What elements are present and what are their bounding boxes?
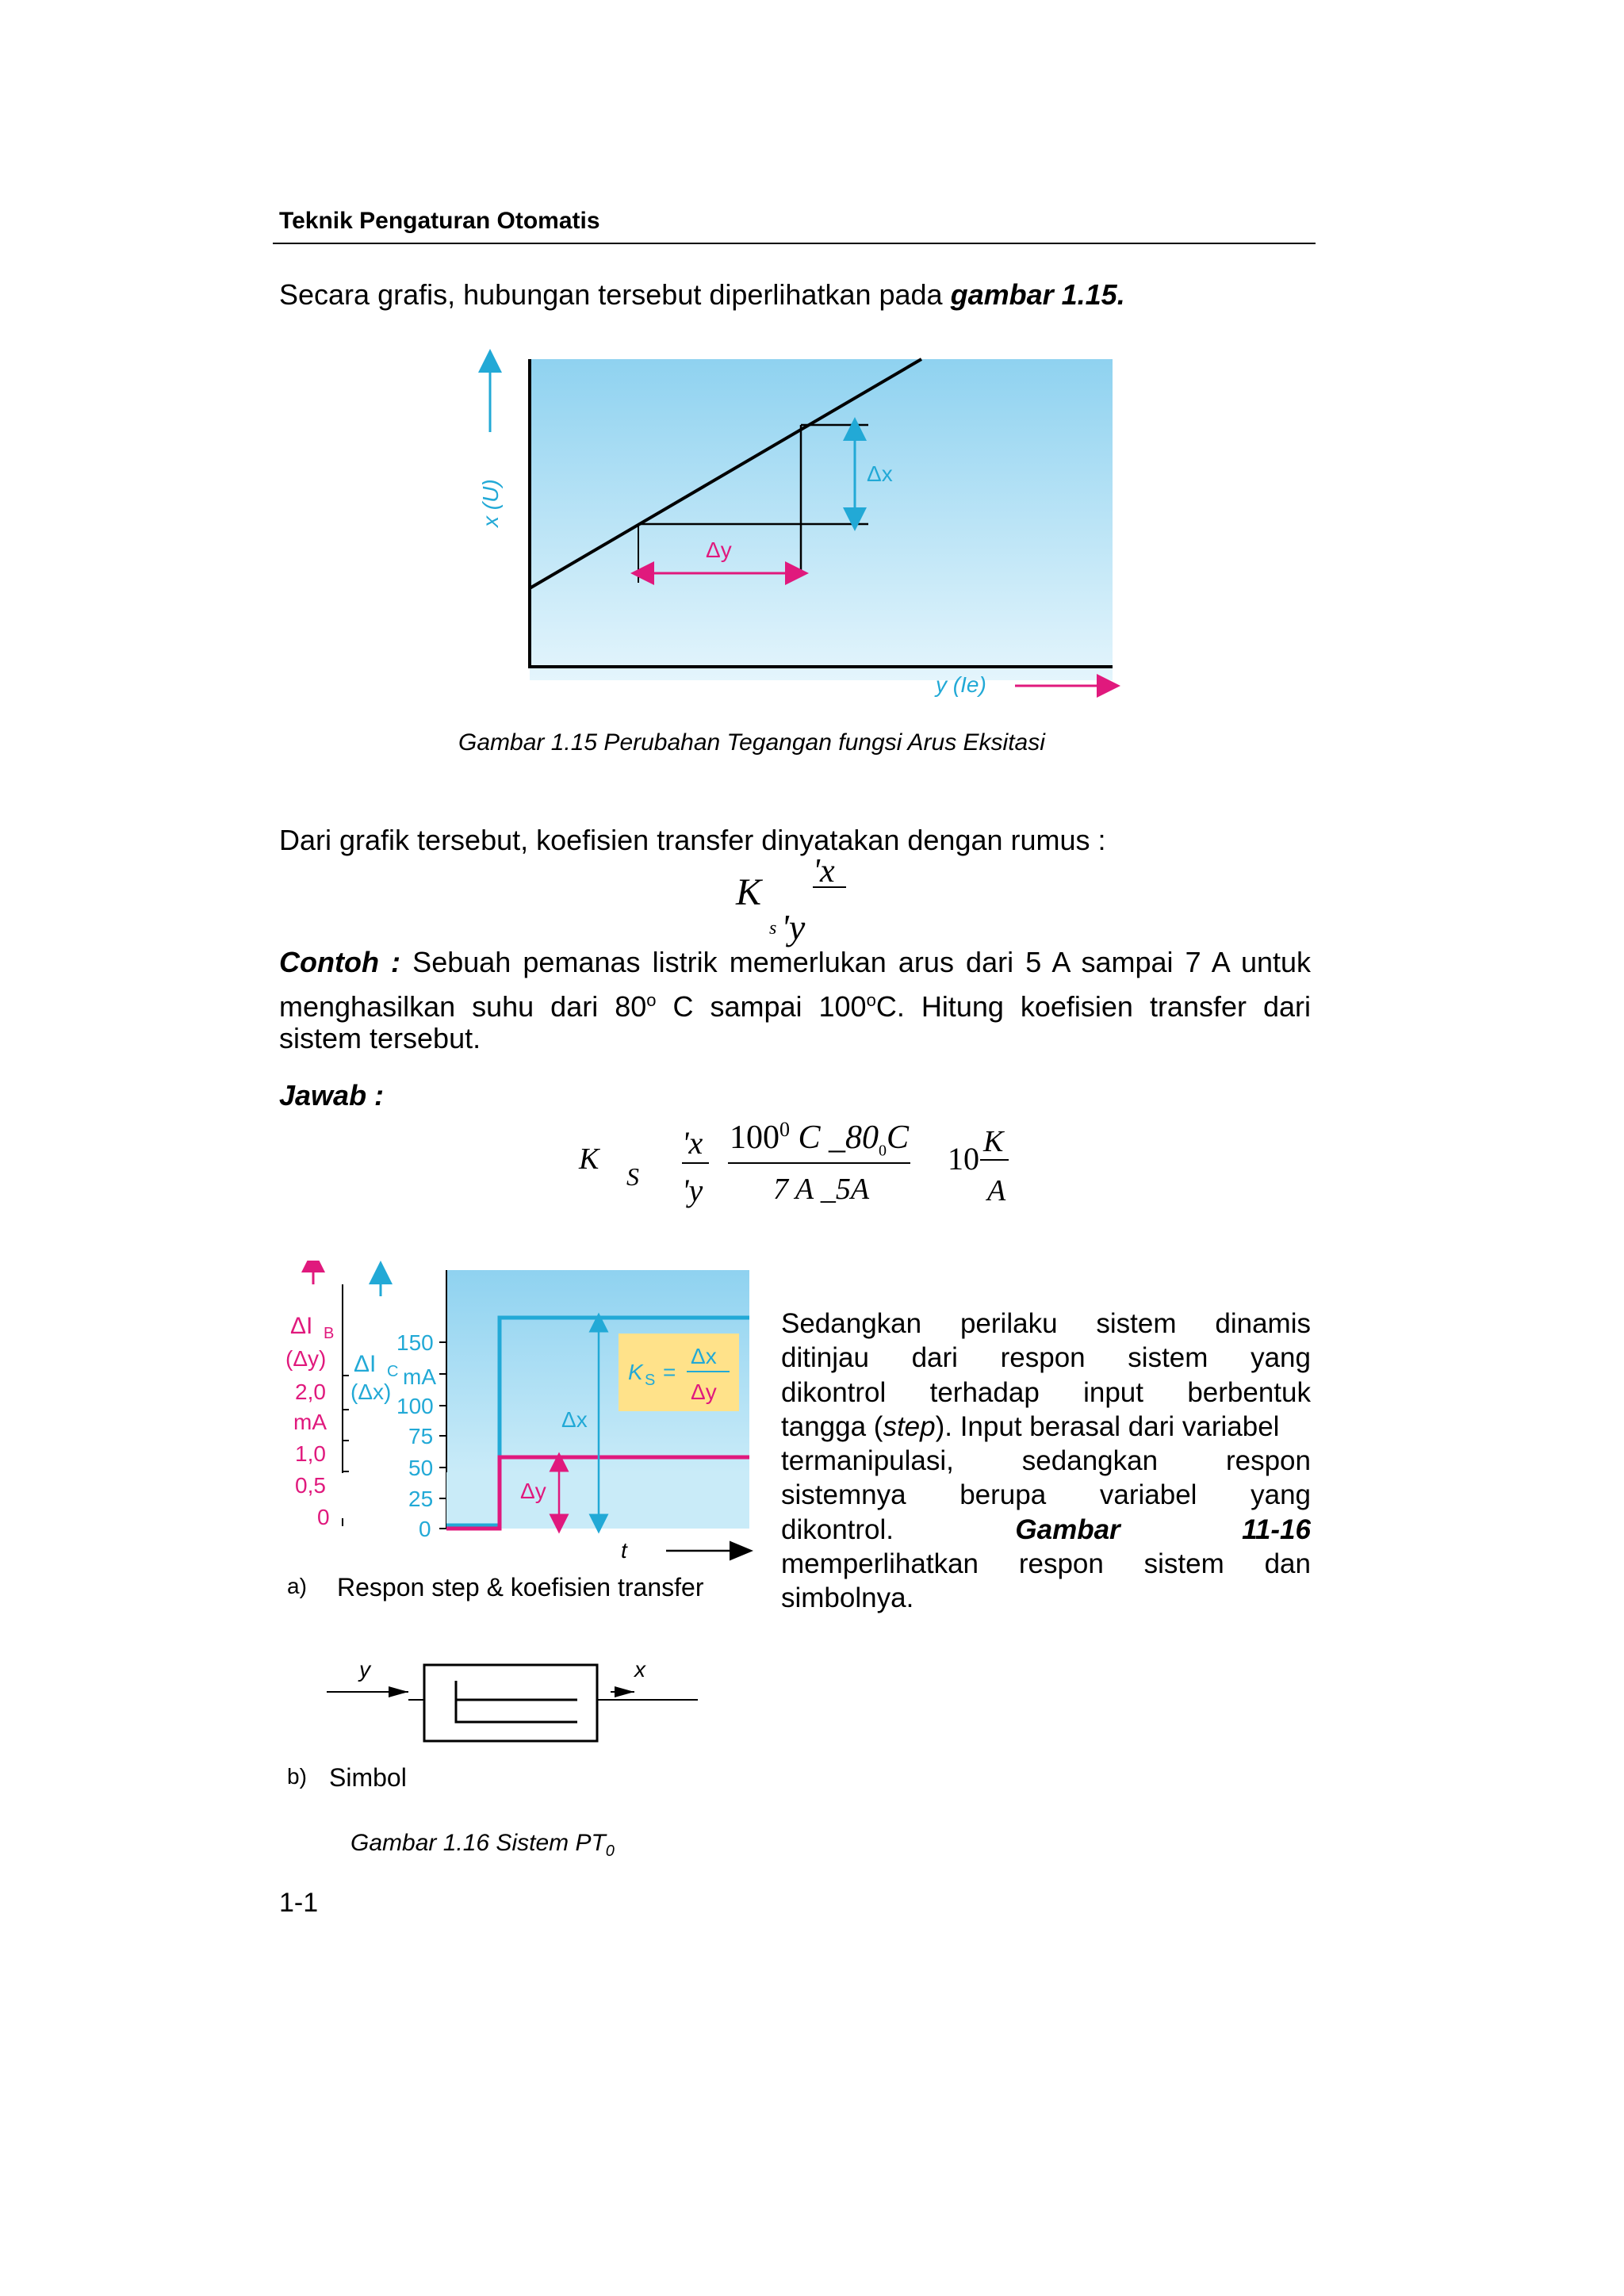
part-a-letter: a) — [287, 1574, 307, 1598]
example-label: Contoh : — [279, 946, 401, 978]
answer-label: Jawab : — [279, 1079, 385, 1112]
example-paragraph — [279, 945, 1311, 1056]
mid-tick-0: 0 — [419, 1517, 431, 1541]
mid-tick-25: 25 — [408, 1487, 434, 1511]
formula1-fraction-bar — [813, 886, 846, 888]
part-b-caption: Simbol — [329, 1763, 407, 1792]
symbol-output-label: x — [634, 1657, 645, 1682]
mid-scale-label-delta: ΔI — [354, 1351, 377, 1377]
svg-text:=: = — [663, 1360, 676, 1384]
formula2-sub: S — [626, 1162, 639, 1191]
figure-1-15-graph — [444, 345, 1142, 721]
delta-x-label: Δx — [561, 1407, 588, 1432]
mid-tick-100: 100 — [396, 1394, 434, 1418]
symbol-step-l — [456, 1681, 577, 1722]
figure-1-16-caption: Gambar 1.16 Sistem $PT_0$ — [350, 1830, 615, 1860]
left-tick-2-0: 2,0 — [295, 1380, 326, 1404]
formula1-K: K — [736, 871, 762, 913]
side-paragraph — [781, 1307, 1311, 1616]
formula1-sub: s — [769, 918, 777, 939]
ks-denominator: Δy — [691, 1380, 717, 1404]
example-line-3: sistem tersebut. — [279, 1022, 481, 1054]
left-tick-0-5: 0,5 — [295, 1473, 326, 1498]
formula-intro: Dari grafik tersebut, koefisien transfer dinyatakan dengan rumus : — [279, 824, 1106, 856]
left-scale-label-dy: (Δy) — [285, 1346, 327, 1371]
mid-scale-label-sub: C — [387, 1363, 399, 1380]
intro-text: Secara grafis, hubungan tersebut diperlihatkan pada — [279, 278, 951, 311]
mid-scale-label-dx: (Δx) — [350, 1380, 392, 1404]
delta-y-label: Δy — [706, 538, 732, 562]
mid-tick-75: 75 — [408, 1424, 434, 1448]
page-number: 1-1 — [279, 1888, 319, 1918]
formula1-denominator: 'y — [781, 907, 806, 947]
left-tick-0: 0 — [317, 1505, 330, 1529]
t-axis-label: t — [621, 1538, 627, 1563]
part-a-caption: Respon step & koefisien transfer — [337, 1573, 704, 1601]
plot-area — [530, 359, 1113, 680]
formula2-unit-num: K — [983, 1125, 1004, 1158]
formula2-K: K — [579, 1142, 599, 1176]
formula2-den2: 7 A _5A — [773, 1173, 870, 1206]
example-line-2: menghasilkan suhu dari 80$^o$ C sampai 100$^o$C. Hitung koefisien transfer dari — [279, 990, 1312, 1023]
left-scale-label-delta: ΔI — [290, 1313, 313, 1339]
x-axis-label: y (Ie) — [936, 672, 986, 697]
formula2-bar2 — [728, 1162, 910, 1164]
ks-label: K — [628, 1360, 643, 1384]
side-line-7: dikontrol. Gambar 11-16 — [781, 1513, 1311, 1545]
ks-numerator: Δx — [691, 1344, 717, 1368]
formula2-unit-bar — [980, 1159, 1009, 1161]
left-scale-label-sub: B — [324, 1325, 335, 1342]
side-line-4: tangga (step). Input berasal dari variabel — [781, 1410, 1280, 1442]
left-tick-1-0: 1,0 — [295, 1441, 326, 1466]
mid-tick-150: 150 — [396, 1330, 434, 1355]
delta-x-label: Δx — [867, 461, 893, 486]
side-line-6: sistemnya berupa variabel yang — [781, 1479, 1311, 1511]
symbol-input-label: y — [359, 1657, 370, 1682]
intro-figure-ref: gambar 1.15. — [950, 278, 1125, 311]
symbol-block — [424, 1665, 597, 1741]
delta-y-label: Δy — [520, 1479, 546, 1503]
formula2-num2: $100^0$ C $\_80_0C$ — [730, 1118, 910, 1160]
formula2-bar1 — [682, 1162, 709, 1164]
ks-sub: S — [645, 1372, 656, 1389]
side-line-1: Sedangkan perilaku sistem dinamis — [781, 1308, 1311, 1339]
formula2-den1: 'y — [682, 1173, 703, 1208]
header-rule — [273, 243, 1316, 244]
figure-1-16 — [278, 1261, 761, 1808]
side-line-9: simbolnya. — [781, 1582, 914, 1614]
left-unit-ma: mA — [293, 1410, 327, 1434]
formula2-coefficient: 10 — [948, 1141, 979, 1177]
figure-1-15-caption: Gambar 1.15 Perubahan Tegangan fungsi Arus Eksitasi — [458, 729, 1045, 756]
y-axis-label: x (U) — [478, 479, 503, 527]
side-line-5: termanipulasi, sedangkan respon — [781, 1445, 1311, 1477]
formula2-unit-den: A — [987, 1174, 1006, 1207]
side-line-8: memperlihatkan respon sistem dan — [781, 1548, 1311, 1580]
formula2-num1: 'x — [682, 1125, 703, 1161]
running-header: Teknik Pengaturan Otomatis — [279, 208, 600, 234]
mid-scale-unit: mA — [403, 1364, 436, 1389]
intro-paragraph — [279, 277, 1125, 312]
mid-tick-50: 50 — [408, 1456, 434, 1480]
formula1-numerator: 'x — [813, 853, 835, 890]
symbol-input-arrowhead — [389, 1686, 408, 1697]
example-line-1: Contoh : Sebuah pemanas listrik memerlukan arus dari 5 A sampai 7 A untuk — [279, 946, 1312, 978]
side-line-2: ditinjau dari respon sistem yang — [781, 1342, 1311, 1374]
part-b-letter: b) — [287, 1764, 307, 1789]
side-line-3: dikontrol terhadap input berbentuk — [781, 1376, 1311, 1408]
